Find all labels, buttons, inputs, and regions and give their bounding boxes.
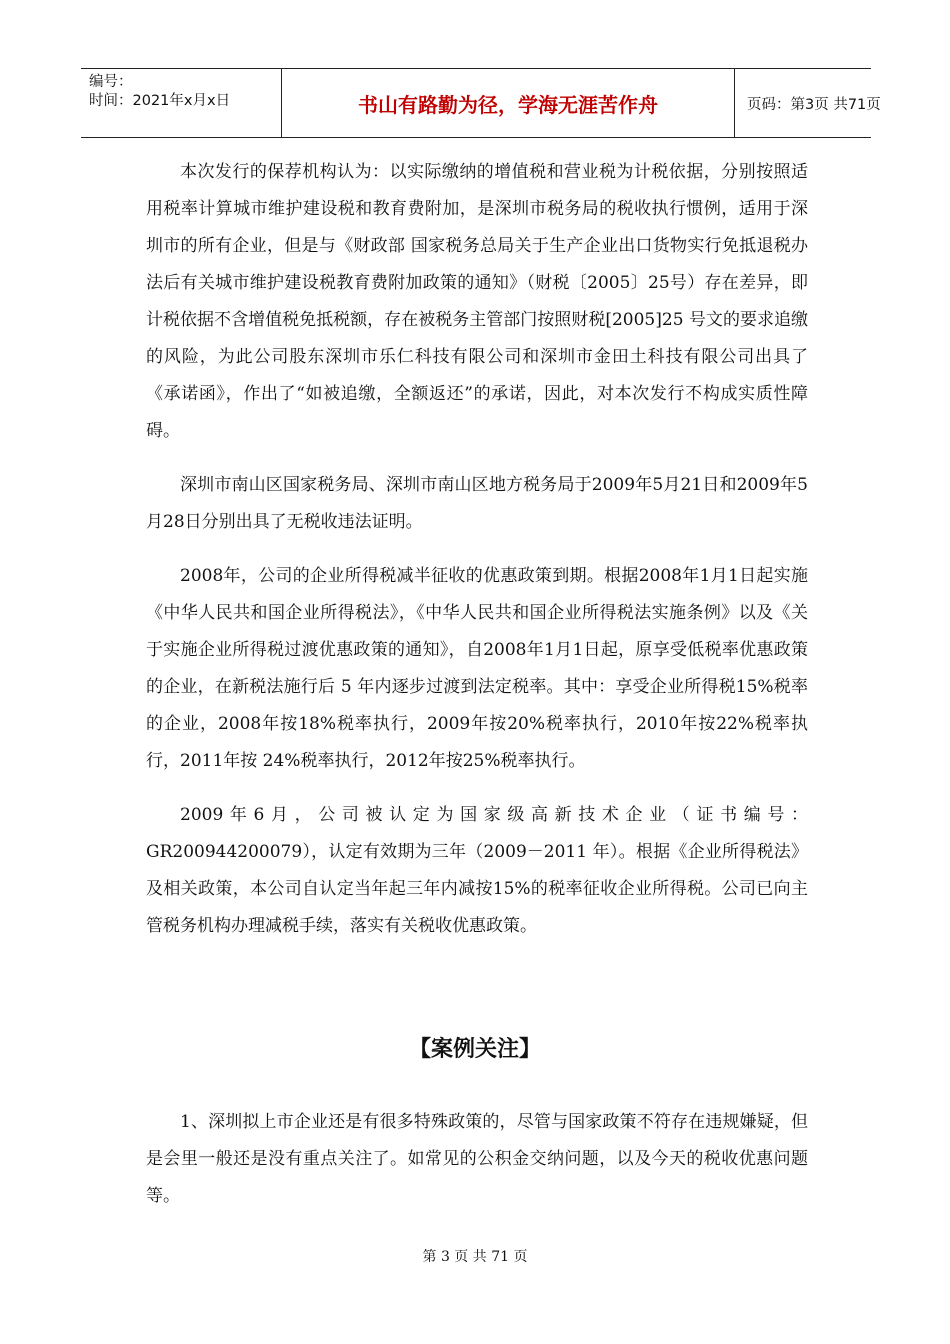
document-number-label: 编号： bbox=[89, 74, 133, 90]
page-header bbox=[81, 68, 881, 138]
main-content bbox=[146, 154, 808, 962]
paragraph-income-tax-transition: 2008年，公司的企业所得税减半征收的优惠政策到期。根据2008年1月1日起实施《中华人民共和国企业所得税法》，《中华人民共和国企业所得税法实施条例》以及《关于实施企业所得税过渡优惠政策的通知》，自2008年1月1日起，原享受低税率优惠政策的企业，在新税法施行后 5 年内逐步过渡到法定税率。其中：享受企业所得税15%税率的企业，2008年按18%税率执行，2009年按20%税率执行，2010年按22%税率执行，2011年按 24%税率执行，2012年按25%税率执行。 bbox=[146, 566, 808, 771]
header-motto: 书山有路勤为径，学海无涯苦作舟 bbox=[281, 69, 735, 137]
header-page-info: 页码：第3页 共71页 bbox=[747, 96, 881, 113]
paragraph-high-tech-enterprise: 2009年6月，公司被认定为国家级高新技术企业（证书编号：GR200944200079），认定有效期为三年（2009－2011 年）。根据《企业所得税法》及相关政策，本公司自认定当年起三年内减按15%的税率征收企业所得税。公司已向主管税务机构办理减税手续，落实有关税收优惠政策。 bbox=[146, 805, 808, 936]
case-content bbox=[146, 1104, 808, 1215]
paragraph-tax-certificate: 深圳市南山区国家税务局、深圳市南山区地方税务局于2009年5月21日和2009年5月28日分别出具了无税收违法证明。 bbox=[146, 475, 808, 532]
page-footer: 第 3 页 共 71 页 bbox=[422, 1249, 528, 1265]
paragraph-case-1: 1、深圳拟上市企业还是有很多特殊政策的，尽管与国家政策不符存在违规嫌疑，但是会里一般还是没有重点关注了。如常见的公积金交纳问题，以及今天的税收优惠问题等。 bbox=[146, 1112, 808, 1206]
header-meta bbox=[81, 69, 281, 137]
paragraph-sponsor-opinion: 本次发行的保荐机构认为：以实际缴纳的增值税和营业税为计税依据，分别按照适用税率计算城市维护建设税和教育费附加，是深圳市税务局的税收执行惯例，适用于深圳市的所有企业，但是与《财政部 国家税务总局关于生产企业出口货物实行免抵退税办法后有关城市维护建设税教育费附加政策的通知》（财税〔2005〕25号）存在差异，即计税依据不含增值税免抵税额，存在被税务主管部门按照财税[2005]25 号文的要求追缴的风险，为此公司股东深圳市乐仁科技有限公司和深圳市金田土科技有限公司出具了《承诺函》，作出了“如被追缴，全额返还”的承诺，因此，对本次发行不构成实质性障碍。 bbox=[146, 162, 808, 441]
document-date: 时间：2021年x月x日 bbox=[89, 93, 231, 109]
section-title-case-focus: 【案例关注】 bbox=[408, 1037, 541, 1062]
